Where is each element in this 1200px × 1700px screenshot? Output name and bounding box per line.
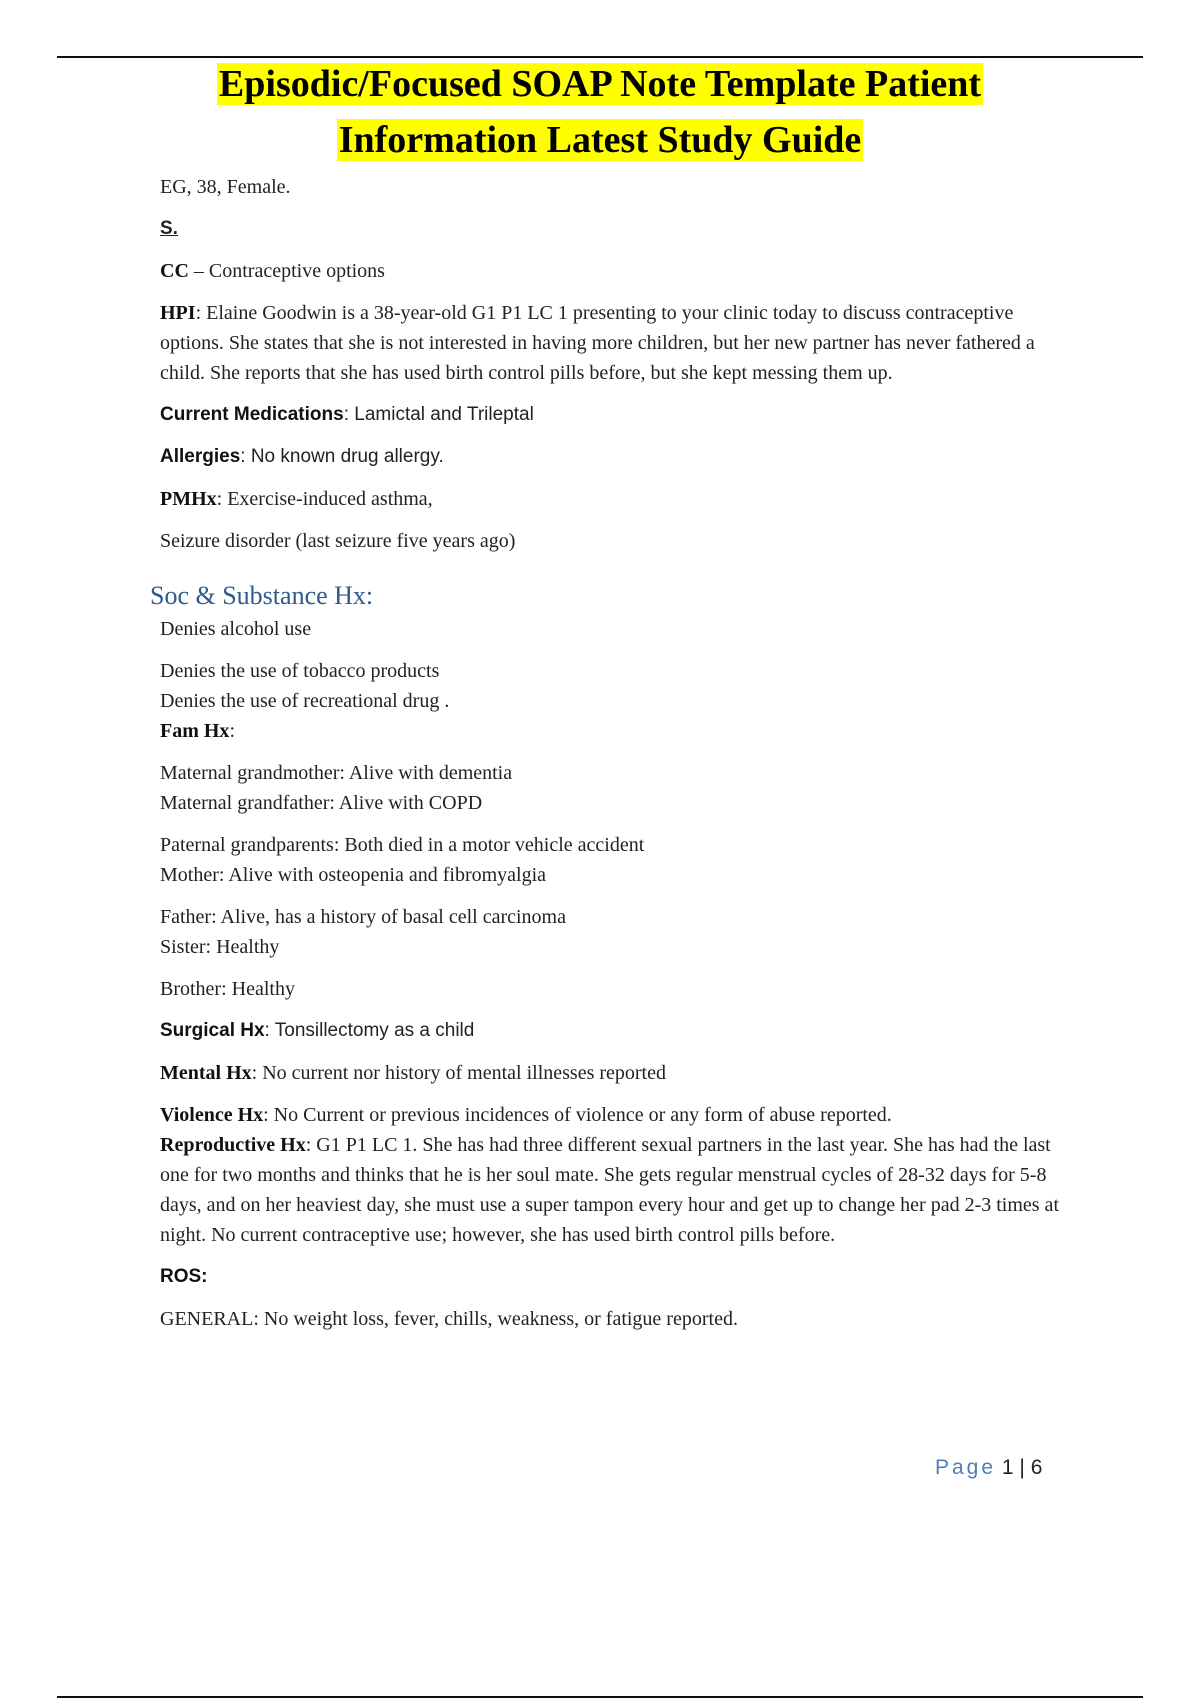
reproductive-hx-label: Reproductive Hx: [160, 1134, 306, 1156]
ros-label: ROS:: [160, 1266, 208, 1287]
meds-label: Current Medications: [160, 404, 344, 425]
fam-mother: Mother: Alive with osteopenia and fibromyalgia: [160, 864, 547, 886]
fam-hx-suffix: :: [229, 720, 235, 742]
fam-father: Father: Alive, has a history of basal cell carcinoma: [160, 906, 566, 928]
violence-hx: [160, 1100, 1080, 1130]
mental-hx-label: Mental Hx: [160, 1062, 252, 1084]
page-total: 6: [1030, 1456, 1043, 1479]
fam-paternal-grandparents: Paternal grandparents: Both died in a motor vehicle accident: [160, 834, 645, 856]
chief-complaint: [160, 256, 1080, 286]
allergies-text: : No known drug allergy.: [240, 446, 444, 467]
surgical-hx-text: : Tonsillectomy as a child: [264, 1020, 475, 1041]
fam-hx-label: Fam Hx: [160, 720, 230, 742]
document-title: [0, 56, 1200, 168]
hpi: [160, 298, 1080, 388]
mental-hx: [160, 1058, 1080, 1088]
title-line-2: Information Latest Study Guide: [338, 119, 862, 161]
current-medications: [160, 400, 1080, 430]
hpi-label: HPI: [160, 302, 196, 324]
page-word: Page: [935, 1456, 997, 1479]
soc-alcohol: Denies alcohol use: [160, 618, 312, 640]
title-line-1: Episodic/Focused SOAP Note Template Patient: [218, 63, 982, 105]
fam-sister: Sister: Healthy: [160, 936, 280, 958]
pmhx: [160, 484, 1080, 514]
fam-maternal-grandfather: Maternal grandfather: Alive with COPD: [160, 792, 483, 814]
hpi-text: : Elaine Goodwin is a 38-year-old G1 P1 LC 1 presenting to your clinic today to discuss contraceptive options. She states that she is not interested in having more children, but her new partner has never fathered a child. She reports that she has used birth control pills before, but she kept messing them up.: [160, 302, 1035, 384]
pmhx-label: PMHx: [160, 488, 217, 510]
violence-hx-text: : No Current or previous incidences of violence or any form of abuse reported.: [263, 1104, 892, 1126]
page-footer: [935, 1456, 1042, 1480]
page-separator: |: [1013, 1456, 1031, 1479]
surgical-hx-label: Surgical Hx: [160, 1020, 265, 1041]
reproductive-hx-text: : G1 P1 LC 1. She has had three different sexual partners in the last year. She has had the last one for two months and thinks that he is her soul mate. She gets regular menstrual cycles of 28-32 days for 5-8 days, and on her heaviest day, she must use a super tampon every hour and get up to change her pad 2-3 times at night. No current contraceptive use; however, she has used birth control pills before.: [160, 1134, 1059, 1246]
allergies: [160, 442, 1080, 472]
fam-hx: [160, 716, 1080, 746]
violence-hx-label: Violence Hx: [160, 1104, 264, 1126]
allergies-label: Allergies: [160, 446, 241, 467]
soc-substance-heading: Soc & Substance Hx:: [150, 581, 374, 610]
bottom-rule: [57, 1696, 1143, 1698]
note-body: [150, 172, 1080, 1334]
surgical-hx: [160, 1016, 1080, 1046]
ros-general: GENERAL: No weight loss, fever, chills, weakness, or fatigue reported.: [160, 1308, 738, 1330]
pmhx-text: : Exercise-induced asthma,: [216, 488, 433, 510]
pmhx-line-2: Seizure disorder (last seizure five years ago): [160, 530, 516, 552]
cc-label: CC: [160, 260, 189, 282]
soc-tobacco: Denies the use of tobacco products: [160, 660, 440, 682]
fam-maternal-grandmother: Maternal grandmother: Alive with dementia: [160, 762, 513, 784]
meds-text: : Lamictal and Trileptal: [343, 404, 534, 425]
reproductive-hx: [160, 1130, 1080, 1250]
patient-id: EG, 38, Female.: [160, 176, 291, 198]
page-current: 1: [1001, 1456, 1014, 1479]
mental-hx-text: : No current nor history of mental illnesses reported: [251, 1062, 666, 1084]
soc-drugs: Denies the use of recreational drug .: [160, 690, 450, 712]
fam-brother: Brother: Healthy: [160, 978, 295, 1000]
cc-text: – Contraceptive options: [188, 260, 385, 282]
section-subjective: S.: [160, 218, 178, 239]
